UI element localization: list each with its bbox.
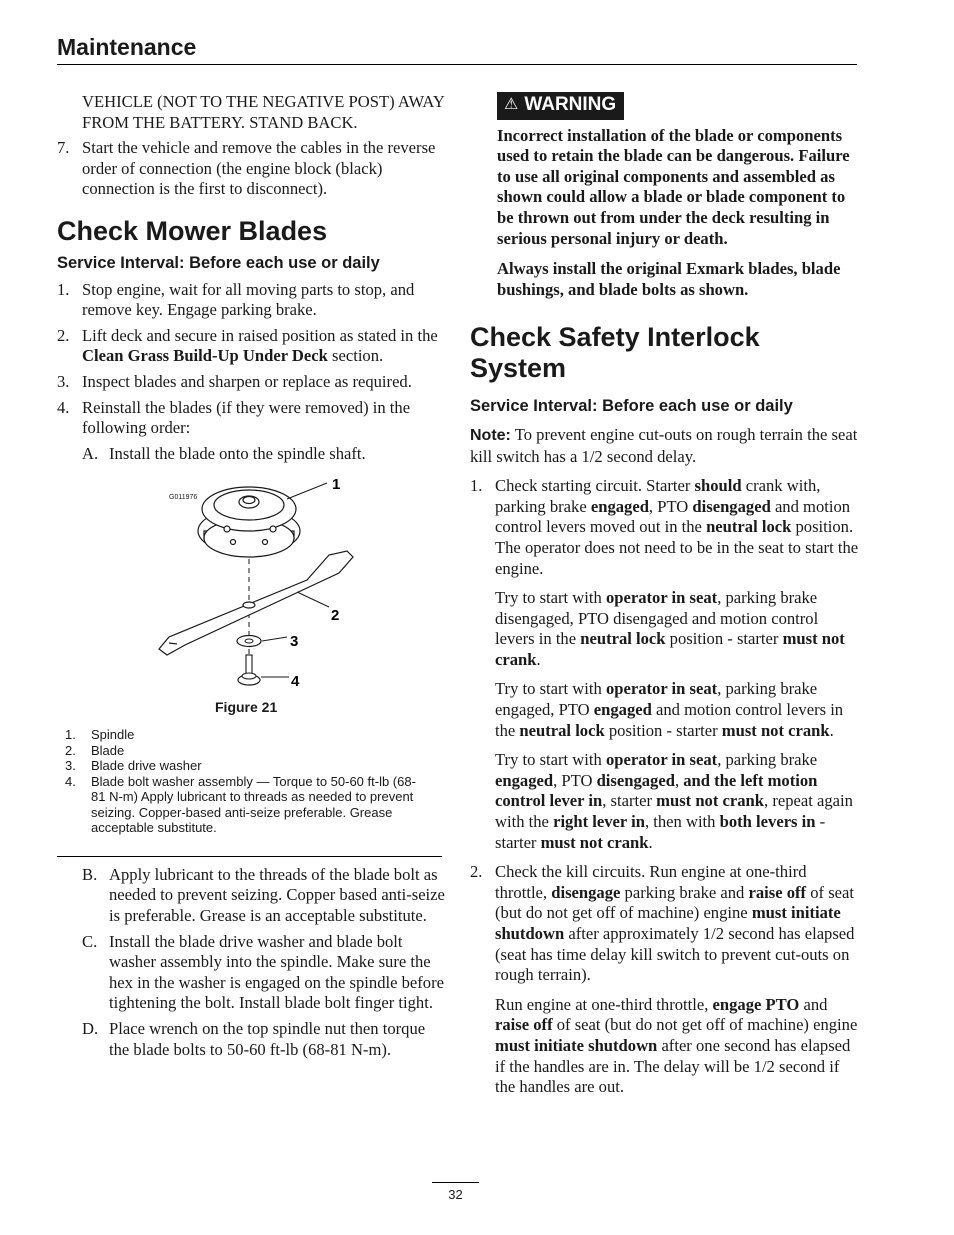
right-column xyxy=(470,92,860,1103)
blade-step-4 xyxy=(57,398,445,439)
legend-text: Blade drive washer xyxy=(91,758,202,774)
interlock-step-2 xyxy=(470,862,860,986)
text-run: , starter xyxy=(602,791,657,811)
text-run: of seat (but do not get off of machine) engine xyxy=(552,1015,858,1035)
text-run: . xyxy=(648,832,653,852)
figure-legend xyxy=(57,727,445,857)
step-number: 2. xyxy=(57,325,70,345)
legend-item xyxy=(57,774,445,836)
step-text xyxy=(495,862,860,986)
text-run: , PTO xyxy=(648,496,693,516)
interlock-step-1-test-2 xyxy=(470,588,860,670)
emphasis: engaged xyxy=(590,496,649,516)
step-text: Place wrench on the top spindle nut then torque the blade bolts to 50-60 ft-lb (68-81 N-m). xyxy=(109,1018,426,1059)
emphasis: neutral lock xyxy=(519,720,605,740)
step-text: Apply lubricant to the threads of the blade bolt as needed to prevent seizing. Copper based anti-seize is preferable. Grease is an acceptable substitute. xyxy=(109,864,445,925)
legend-text: Spindle xyxy=(91,727,135,743)
interlock-step-1 xyxy=(470,476,860,579)
step-text-post: section. xyxy=(327,346,384,366)
text-run: Try to start with xyxy=(495,750,606,770)
note-text: To prevent engine cut-outs on rough terrain the seat kill switch has a 1/2 second delay. xyxy=(470,424,858,466)
interlock-step-1-test-3 xyxy=(470,679,860,741)
emphasis: neutral lock xyxy=(706,517,792,537)
blade-step-2 xyxy=(57,326,445,367)
text-run: of seat (but do not get off of machine) engine xyxy=(495,882,854,923)
step-text: Reinstall the blades (if they were removed) in the following order: xyxy=(82,397,411,438)
emphasis: disengaged xyxy=(692,496,771,516)
blade-step-1 xyxy=(57,280,445,321)
continued-paragraph: VEHICLE (NOT TO THE NEGATIVE POST) AWAY FROM THE BATTERY. STAND BACK. xyxy=(82,92,445,132)
text-run: . xyxy=(536,649,541,669)
emphasis: operator in seat xyxy=(605,750,718,770)
text-run: Try to start with xyxy=(495,679,606,699)
page-number: 32 xyxy=(432,1182,479,1202)
warning-text-2: Always install the original Exmark blades, blade bushings, and blade bolts as shown. xyxy=(497,259,841,299)
step-letter: B. xyxy=(82,864,98,884)
text-run: position - starter xyxy=(604,720,722,740)
text-run: Check starting circuit. Starter xyxy=(495,476,695,496)
warning-text: Incorrect installation of the blade or components used to retain the blade can be dangerous. Failure to use all original components and assembled as shown could allow a blade or blade component to be thrown out from under the deck resulting in serious personal injury or death. xyxy=(497,125,850,248)
legend-number: 4. xyxy=(65,773,76,789)
warning-label: WARNING xyxy=(524,94,617,115)
legend-text: Blade xyxy=(91,742,125,758)
legend-text: Blade bolt washer assembly — Torque to 50-60 ft-lb (68-81 N-m) Apply lubricant to threads as needed to prevent seizing. Copper-based anti-seize preferable. Grease acceptable substitute. xyxy=(91,773,416,836)
text-run: and motion control levers moved out in the xyxy=(495,496,851,537)
text-run: parking brake and xyxy=(620,882,749,902)
sub-step-d xyxy=(82,1019,445,1060)
step-number: 1. xyxy=(57,279,70,299)
figure-caption: Figure 21 xyxy=(215,699,278,716)
text-run: position - starter xyxy=(665,629,783,649)
step-text: Start the vehicle and remove the cables in the reverse order of connection (the engine block (black) connection is the first to disconnect). xyxy=(82,138,436,199)
step-text: Install the blade drive washer and blade bolt washer assembly into the spindle. Make sure the hex in the washer is engaged on the spindle before tightening the bolt. Install blade bolt finger tight. xyxy=(109,931,444,1013)
step-text xyxy=(82,326,445,367)
step-number: 2. xyxy=(470,862,483,882)
section-header: Maintenance xyxy=(57,34,197,60)
text-run: Try to start with xyxy=(495,588,606,608)
spindle-illustration xyxy=(198,487,300,557)
callout-3: 3 xyxy=(290,633,299,651)
note xyxy=(470,425,860,467)
emphasis: neutral lock xyxy=(580,629,666,649)
warning-triangle-icon: ⚠ xyxy=(504,96,519,113)
emphasis: disengaged xyxy=(596,770,675,790)
emphasis: must not crank xyxy=(495,629,845,669)
legend-item xyxy=(57,727,445,743)
legend-item xyxy=(57,758,445,774)
emphasis: must initiate shutdown xyxy=(495,1035,658,1055)
check-safety-interlock-title: Check Safety Interlock System xyxy=(470,322,760,384)
header-rule xyxy=(57,64,857,65)
emphasis: engage PTO xyxy=(712,994,800,1014)
sub-step-a xyxy=(82,444,445,465)
step-text: Install the blade onto the spindle shaft. xyxy=(109,443,366,463)
step-text: Inspect blades and sharpen or replace as required. xyxy=(82,371,412,391)
emphasis: raise off xyxy=(495,1015,553,1035)
text-run: and xyxy=(799,994,828,1014)
emphasis: must not crank xyxy=(656,791,765,811)
step-letter: A. xyxy=(82,443,99,463)
emphasis: raise off xyxy=(748,882,807,902)
text-run: , PTO xyxy=(553,770,597,790)
text-run: Check the kill circuits. Run engine at one-third throttle, xyxy=(495,862,807,902)
service-interval: Service Interval: Before each use or daily xyxy=(470,397,793,416)
callout-2: 2 xyxy=(331,607,340,625)
figure-code: G011976 xyxy=(169,494,198,502)
blade-assembly-diagram xyxy=(57,477,445,703)
interlock-step-2-test-2 xyxy=(470,995,860,1098)
step-text xyxy=(495,476,860,579)
warning-badge xyxy=(497,92,624,120)
emphasis: both levers in xyxy=(719,812,816,832)
emphasis: must not crank xyxy=(721,720,830,740)
step-number: 3. xyxy=(57,371,70,391)
blade-step-3 xyxy=(57,372,445,393)
legend-number: 1. xyxy=(65,727,76,743)
check-mower-blades-title: Check Mower Blades xyxy=(57,215,328,246)
text-run: . xyxy=(829,720,834,740)
callout-1: 1 xyxy=(332,477,341,494)
text-run: Run engine at one-third throttle, xyxy=(495,994,713,1014)
step-letter: C. xyxy=(82,931,98,951)
emphasis: must initiate shutdown xyxy=(495,903,841,943)
emphasis: operator in seat xyxy=(605,588,718,608)
text-run: crank with, parking brake xyxy=(495,476,821,516)
emphasis: operator in seat xyxy=(605,679,718,699)
text-run: after one second has elapsed if the handles are in. The delay will be 1/2 second if the handles are out. xyxy=(495,1035,851,1097)
step-number: 7. xyxy=(57,138,70,158)
emphasis: should xyxy=(694,476,742,496)
legend-number: 2. xyxy=(65,742,76,758)
text-run: position. The operator does not need to be in the seat to start the engine. xyxy=(495,517,859,578)
step-text: Stop engine, wait for all moving parts to stop, and remove key. Engage parking brake. xyxy=(82,279,415,320)
interlock-step-1-test-4 xyxy=(470,750,860,853)
sub-step-c xyxy=(82,932,445,1014)
section-reference: Clean Grass Build-Up Under Deck xyxy=(82,346,328,366)
emphasis: disengage xyxy=(551,882,621,902)
text-run: , parking brake engaged, PTO xyxy=(495,679,818,720)
text-run: after approximately 1/2 second has elapsed (seat has time delay kill switch to prevent cut-outs on rough terrain). xyxy=(495,924,855,985)
text-run: , then with xyxy=(644,812,720,832)
legend-item xyxy=(57,743,445,759)
callout-4: 4 xyxy=(291,673,300,691)
emphasis: and the left motion control lever in xyxy=(495,770,818,811)
note-label: Note: xyxy=(470,426,511,444)
step-text-pre: Lift deck and secure in raised position as stated in the xyxy=(82,325,438,345)
service-interval: Service Interval: Before each use or daily xyxy=(57,253,380,272)
text-run: , repeat again with the xyxy=(495,791,853,832)
emphasis: right lever in xyxy=(553,812,645,832)
step-letter: D. xyxy=(82,1018,99,1038)
step-7 xyxy=(57,138,445,200)
sub-step-b xyxy=(82,865,445,927)
step-number: 1. xyxy=(470,476,483,496)
step-number: 4. xyxy=(57,397,70,417)
emphasis: must not crank xyxy=(540,832,649,852)
text-run: - starter xyxy=(495,812,826,852)
legend-rule xyxy=(57,856,442,857)
text-run: and motion control levers in the xyxy=(495,700,844,740)
figure-21 xyxy=(57,469,445,727)
emphasis: engaged xyxy=(495,770,554,790)
text-run: , parking brake xyxy=(717,750,818,770)
emphasis: engaged xyxy=(593,700,652,720)
text-run: , parking brake disengaged, PTO disengaged and motion control levers in the xyxy=(495,588,819,649)
legend-number: 3. xyxy=(65,758,76,774)
left-column xyxy=(57,92,445,1065)
text-run: , xyxy=(674,770,684,790)
